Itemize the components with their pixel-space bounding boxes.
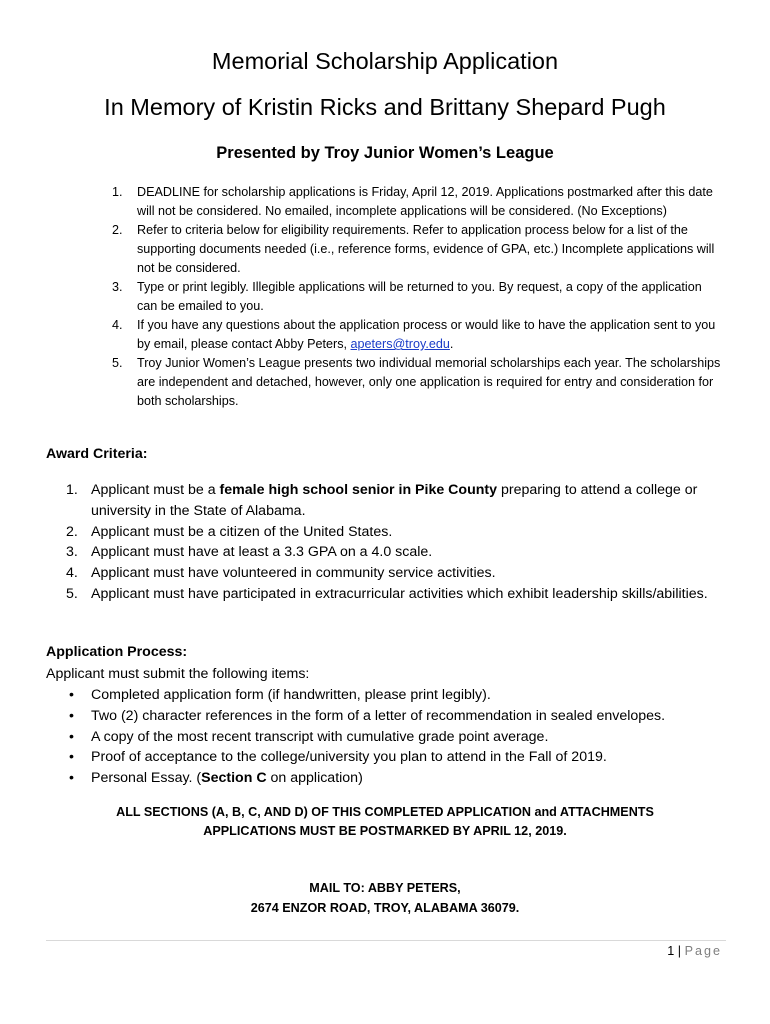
page-number: 1 xyxy=(667,944,675,958)
instruction-item xyxy=(112,354,724,411)
required-item-emphasis: Section C xyxy=(201,770,267,787)
page-label: Page xyxy=(684,944,722,958)
instruction-text: Refer to criteria below for eligibility requirements. Refer to application process below for a list of the supporting documents needed (i.e., reference forms, evidence of GPA, etc.) Incomplete applications will not be considered. xyxy=(137,223,715,275)
criteria-item xyxy=(66,584,746,605)
list-number: 1. xyxy=(66,482,78,498)
list-number: 5. xyxy=(112,356,123,370)
list-number: 2. xyxy=(112,223,123,237)
required-item-text: Completed application form (if handwritten, please print legibly). xyxy=(91,687,491,703)
required-item xyxy=(66,706,746,727)
instruction-text: DEADLINE for scholarship applications is Friday, April 12, 2019. Applications postmarked after this date will not be considered. No emailed, incomplete applications will be considered. (No Exceptions) xyxy=(137,185,713,218)
criteria-emphasis: female high school senior in Pike County xyxy=(219,482,498,498)
sections-notice: ALL SECTIONS (A, B, C, AND D) OF THIS COMPLETED APPLICATION and ATTACHMENTS xyxy=(116,805,654,819)
postmark-notice: APPLICATIONS MUST BE POSTMARKED BY APRIL 12, 2019. xyxy=(203,824,567,838)
bullet-icon: • xyxy=(69,749,74,766)
instruction-item xyxy=(112,278,724,316)
list-number: 4. xyxy=(66,565,78,582)
criteria-item xyxy=(66,480,746,522)
application-process-heading: Application Process: xyxy=(46,644,188,660)
required-item xyxy=(66,768,746,789)
instruction-text: Troy Junior Women’s League presents two individual memorial scholarships each year. The scholarships are independent and detached, however, only one application is required for entry and consideration for both scholarships. xyxy=(137,356,721,408)
criteria-text: Applicant must be a xyxy=(91,482,220,498)
footer-divider xyxy=(46,940,726,941)
required-item-text: Proof of acceptance to the college/university you plan to attend in the Fall of 2019. xyxy=(91,749,607,766)
presented-by-heading: Presented by Troy Junior Women’s League xyxy=(216,144,554,162)
instruction-text: Type or print legibly. Illegible applications will be returned to you. By request, a copy of the application can be emailed to you. xyxy=(137,280,702,313)
required-item-text: A copy of the most recent transcript with cumulative grade point average. xyxy=(91,728,549,745)
page-footer xyxy=(667,944,722,958)
mail-to-name: MAIL TO: ABBY PETERS, xyxy=(309,881,461,895)
contact-email-link[interactable]: apeters@troy.edu xyxy=(350,337,450,351)
document-title: Memorial Scholarship Application xyxy=(211,48,559,74)
instructions-list xyxy=(112,183,724,411)
memorial-dedication: In Memory of Kristin Ricks and Brittany Shepard Pugh xyxy=(104,94,666,120)
required-item xyxy=(66,747,746,768)
list-number: 1. xyxy=(112,185,123,199)
instruction-text: If you have any questions about the application process or would like to have the application sent to you by email, please contact Abby Peters, xyxy=(137,318,716,351)
criteria-item xyxy=(66,542,746,563)
list-number: 4. xyxy=(112,318,123,332)
criteria-item xyxy=(66,522,746,543)
mail-to-address: 2674 ENZOR ROAD, TROY, ALABAMA 36079. xyxy=(250,901,520,915)
bullet-icon: • xyxy=(69,770,74,787)
criteria-item xyxy=(66,563,746,584)
list-number: 3. xyxy=(112,280,123,294)
list-number: 3. xyxy=(66,544,78,561)
bullet-icon: • xyxy=(69,687,74,703)
instruction-item xyxy=(112,316,724,354)
list-number: 2. xyxy=(66,523,78,540)
bullet-icon: • xyxy=(69,707,74,724)
required-items-list xyxy=(66,685,746,789)
required-item-text: Personal Essay. ( xyxy=(91,770,202,787)
criteria-text-end: preparing to attend a college or university in the State of Alabama. xyxy=(91,482,698,519)
footer-separator: | xyxy=(677,944,682,958)
bullet-icon: • xyxy=(69,728,74,745)
criteria-text: Applicant must have volunteered in community service activities. xyxy=(91,565,496,582)
instruction-item xyxy=(112,221,724,278)
application-process-intro: Applicant must submit the following items: xyxy=(46,666,310,682)
award-criteria-heading: Award Criteria: xyxy=(46,446,148,462)
criteria-text: Applicant must have participated in extracurricular activities which exhibit leadership skills/abilities. xyxy=(91,585,708,602)
required-item-text-end: on application) xyxy=(266,770,363,787)
instruction-text-end: . xyxy=(449,337,454,351)
criteria-text: Applicant must have at least a 3.3 GPA on a 4.0 scale. xyxy=(91,544,433,561)
instruction-item xyxy=(112,183,724,221)
list-number: 5. xyxy=(66,585,78,602)
required-item xyxy=(66,685,746,706)
required-item-text: Two (2) character references in the form of a letter of recommendation in sealed envelopes. xyxy=(91,707,666,724)
award-criteria-list xyxy=(66,480,746,605)
criteria-text: Applicant must be a citizen of the United States. xyxy=(91,523,393,540)
required-item xyxy=(66,727,746,748)
